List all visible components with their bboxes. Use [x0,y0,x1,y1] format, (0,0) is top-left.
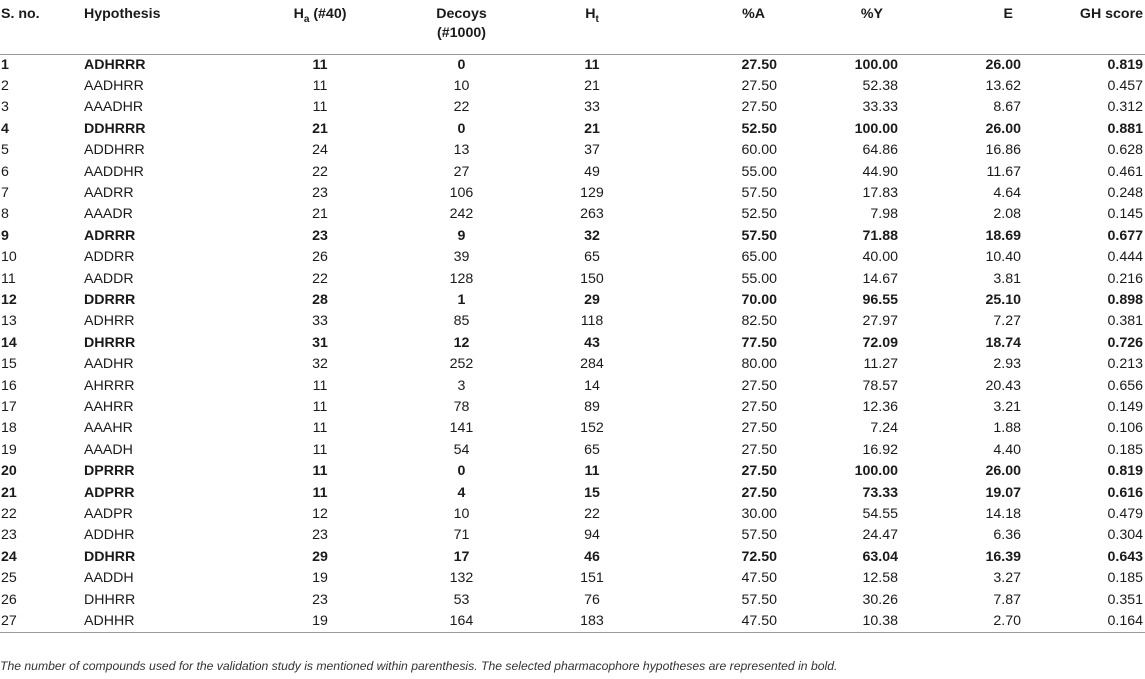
cell-pct-a: 72.50 [741,548,777,565]
cell-gh-score: 0.457 [1107,77,1143,94]
cell-hypothesis: DDHRR [84,548,136,565]
cell-ha: 23 [312,591,328,608]
cell-ha: 33 [312,313,328,330]
cell-decoys: 3 [457,377,466,394]
cell-decoys: 242 [449,206,474,223]
cell-hypothesis: DHRRR [84,334,136,351]
header-hypothesis: Hypothesis [84,0,250,54]
cell-hypothesis: AADDR [84,270,134,287]
cell-decoys: 10 [453,506,470,523]
table-row [0,204,1145,225]
cell-ht: 21 [584,77,600,94]
table-row [0,290,1145,311]
cell-e: 13.62 [985,77,1021,94]
cell-pct-a: 65.00 [741,249,777,266]
table-row [0,333,1145,354]
cell-e: 8.67 [993,99,1021,116]
cell-decoys: 9 [457,227,466,244]
cell-pct-y: 72.09 [862,334,898,351]
cell-pct-y: 12.36 [862,399,898,415]
cell-sno: 16 [1,377,17,394]
cell-hypothesis: AAADR [84,206,133,223]
cell-hypothesis: ADDHRR [84,142,145,159]
cell-gh-score: 0.149 [1107,399,1143,415]
table-row [0,547,1145,568]
cell-pct-a: 27.50 [741,441,777,458]
cell-gh-score: 0.643 [1107,548,1143,565]
cell-e: 1.88 [993,420,1021,437]
cell-decoys: 53 [453,591,470,608]
cell-ht: 22 [584,506,600,523]
cell-sno: 24 [1,548,17,565]
cell-ht: 32 [584,227,600,244]
cell-decoys: 1 [457,291,466,308]
table-row [0,397,1145,418]
cell-pct-y: 96.55 [862,291,898,308]
table-row [0,311,1145,332]
cell-ha: 24 [312,142,328,159]
cell-decoys: 78 [453,399,470,415]
cell-hypothesis: AADPR [84,506,133,523]
cell-pct-y: 14.67 [862,270,898,287]
cell-decoys: 252 [449,356,474,373]
cell-pct-a: 27.50 [741,399,777,415]
cell-ht: 129 [580,184,604,201]
cell-pct-y: 30.26 [862,591,898,608]
cell-ht: 263 [580,206,604,223]
cell-sno: 10 [1,249,17,266]
cell-ha: 23 [312,527,328,544]
cell-decoys: 17 [453,548,470,565]
cell-pct-y: 54.55 [862,506,898,523]
cell-pct-a: 27.50 [741,484,777,501]
cell-ha: 11 [312,99,328,116]
cell-ha: 11 [312,463,328,480]
cell-pct-y: 71.88 [862,227,898,244]
cell-pct-y: 78.57 [862,377,898,394]
cell-gh-score: 0.656 [1107,377,1143,394]
cell-pct-y: 7.98 [870,206,898,223]
cell-sno: 22 [1,506,17,523]
cell-hypothesis: ADDHR [84,527,135,544]
cell-ht: 183 [533,611,651,633]
cell-pct-a: 57.50 [741,591,777,608]
cell-sno: 25 [1,570,17,587]
cell-pct-y: 33.33 [862,99,898,116]
table-row [0,568,1145,589]
cell-sno: 6 [1,163,9,180]
cell-e: 19.07 [985,484,1021,501]
cell-ht: 89 [584,399,600,415]
table-row [0,418,1145,439]
cell-gh-score: 0.628 [1107,142,1143,159]
cell-ha: 11 [312,420,328,437]
cell-decoys: 4 [457,484,466,501]
cell-ha: 22 [312,270,328,287]
cell-gh-score: 0.248 [1107,184,1143,201]
cell-ht: 29 [584,291,600,308]
cell-pct-y: 100.00 [854,56,898,73]
cell-sno: 14 [1,334,17,351]
cell-hypothesis: AHRRR [84,377,135,394]
header-ht-sub: t [595,13,599,25]
cell-pct-a: 57.50 [741,527,777,544]
cell-pct-y: 64.86 [862,142,898,159]
cell-hypothesis: AADDHR [84,163,144,180]
table-row [0,97,1145,118]
cell-hypothesis: ADHHR [84,611,250,633]
cell-e: 18.74 [985,334,1021,351]
cell-hypothesis: ADHRRR [84,56,146,73]
cell-ha: 19 [250,611,390,633]
cell-decoys: 0 [457,56,466,73]
cell-pct-y: 27.97 [862,313,898,330]
cell-hypothesis: DDRRR [84,291,136,308]
cell-sno: 9 [1,227,9,244]
cell-e: 7.27 [993,313,1021,330]
cell-sno: 20 [1,463,17,480]
cell-pct-a: 27.50 [741,377,777,394]
cell-pct-y: 10.38 [787,611,909,633]
header-e: E [909,0,1047,54]
table-row [0,183,1145,204]
cell-decoys: 39 [453,249,470,266]
cell-hypothesis: ADDRR [84,249,135,266]
cell-sno: 18 [1,420,17,437]
cell-hypothesis: DPRRR [84,463,135,480]
table-row [0,461,1145,482]
cell-sno: 17 [1,399,17,415]
cell-gh-score: 0.881 [1107,120,1143,137]
cell-hypothesis: AAHRR [84,399,134,415]
table-row [0,440,1145,461]
cell-decoys: 132 [449,570,474,587]
table-row [0,54,1145,76]
table-row [0,119,1145,140]
cell-ht: 46 [584,548,600,565]
cell-pct-y: 12.58 [862,570,898,587]
cell-e: 4.64 [993,184,1021,201]
cell-ha: 11 [312,441,328,458]
cell-hypothesis: AADHR [84,356,134,373]
cell-hypothesis: AADHRR [84,77,144,94]
header-row [0,0,1145,54]
cell-pct-y: 52.38 [862,77,898,94]
cell-pct-a: 27.50 [741,77,777,94]
cell-pct-y: 40.00 [862,249,898,266]
cell-ha: 22 [312,163,328,180]
cell-hypothesis: DDHRRR [84,120,146,137]
cell-gh-score: 0.381 [1107,313,1143,330]
cell-pct-a: 55.00 [741,270,777,287]
cell-decoys: 10 [453,77,470,94]
table-row [0,611,1145,633]
cell-sno: 15 [1,356,17,373]
cell-hypothesis: DHHRR [84,591,136,608]
cell-pct-a: 27.50 [741,99,777,116]
cell-decoys: 106 [449,184,474,201]
cell-gh-score: 0.312 [1107,99,1143,116]
cell-sno: 7 [1,184,9,201]
header-decoys [390,0,533,54]
cell-ht: 49 [584,163,600,180]
cell-e: 2.70 [909,611,1047,633]
cell-gh-score: 0.164 [1047,611,1145,633]
cell-pct-y: 16.92 [862,441,898,458]
cell-sno: 1 [1,56,9,73]
cell-sno: 21 [1,484,17,501]
cell-pct-a: 80.00 [741,356,777,373]
table-row [0,247,1145,268]
header-ha-suffix: (#40) [309,6,347,22]
cell-e: 14.18 [985,506,1021,523]
cell-ht: 33 [584,99,600,116]
cell-ht: 43 [584,334,600,351]
cell-pct-a: 57.50 [741,227,777,244]
cell-ht: 14 [584,377,600,394]
cell-e: 26.00 [985,120,1021,137]
table-row [0,226,1145,247]
cell-decoys: 13 [453,142,470,159]
cell-ha: 21 [312,120,328,137]
cell-ha: 11 [312,399,328,415]
cell-ht: 150 [580,270,604,287]
cell-e: 2.93 [993,356,1021,373]
cell-sno: 26 [1,591,17,608]
cell-pct-a: 27.50 [741,420,777,437]
table-row [0,269,1145,290]
cell-hypothesis: ADPRR [84,484,135,501]
cell-pct-y: 44.90 [862,163,898,180]
cell-pct-a: 47.50 [651,611,787,633]
cell-decoys: 128 [449,270,474,287]
cell-sno: 3 [1,99,9,116]
cell-e: 26.00 [985,463,1021,480]
cell-e: 11.67 [986,163,1021,180]
cell-gh-score: 0.898 [1107,291,1143,308]
cell-pct-a: 30.00 [741,506,777,523]
table-row [0,354,1145,375]
cell-sno: 13 [1,313,17,330]
cell-hypothesis: AAADH [84,441,133,458]
cell-pct-y: 17.83 [862,184,898,201]
cell-decoys: 71 [453,527,470,544]
table-body [0,54,1145,633]
cell-ha: 12 [312,506,328,523]
cell-ha: 21 [312,206,328,223]
cell-gh-score: 0.304 [1107,527,1143,544]
cell-pct-a: 77.50 [741,334,777,351]
cell-ht: 15 [584,484,600,501]
cell-gh-score: 0.444 [1107,249,1143,266]
cell-gh-score: 0.185 [1107,441,1143,458]
header-decoys-line2: (#1000) [437,25,486,41]
cell-ht: 76 [584,591,600,608]
cell-sno: 27 [0,611,84,633]
table-row [0,376,1145,397]
cell-gh-score: 0.145 [1107,206,1143,223]
cell-pct-y: 24.47 [862,527,898,544]
table-row [0,483,1145,504]
cell-ha: 28 [312,291,328,308]
cell-sno: 2 [1,77,9,94]
cell-hypothesis: ADRRR [84,227,136,244]
header-gh-score: GH score [1047,0,1145,54]
header-ha-main: H [293,6,304,22]
cell-e: 7.87 [993,591,1021,608]
cell-pct-y: 100.00 [854,463,898,480]
cell-hypothesis: AAAHR [84,420,133,437]
cell-e: 3.81 [993,270,1021,287]
cell-ha: 32 [312,356,328,373]
cell-gh-score: 0.726 [1107,334,1143,351]
cell-e: 26.00 [985,56,1021,73]
cell-pct-a: 27.50 [741,56,777,73]
cell-sno: 12 [1,291,17,308]
cell-e: 2.08 [993,206,1021,223]
cell-ht: 94 [584,527,600,544]
header-ht [533,0,651,54]
cell-gh-score: 0.106 [1107,420,1143,437]
cell-e: 18.69 [985,227,1021,244]
table-row [0,162,1145,183]
cell-pct-a: 55.00 [741,163,777,180]
cell-decoys: 0 [457,463,466,480]
cell-pct-y: 11.27 [863,356,898,373]
cell-e: 3.27 [993,570,1021,587]
cell-gh-score: 0.819 [1107,463,1143,480]
header-ha [250,0,390,54]
cell-ha: 11 [312,56,328,73]
cell-pct-a: 52.50 [741,206,777,223]
table-row [0,504,1145,525]
header-pct-y: %Y [787,0,909,54]
cell-ha: 11 [312,77,328,94]
cell-pct-a: 57.50 [741,184,777,201]
cell-hypothesis: AAADHR [84,99,144,116]
cell-decoys: 54 [453,441,470,458]
table-footnote: The number of compounds used for the validation study is mentioned within parenthesis. The selected pharmacophore hypotheses are represented in bold. [0,659,838,673]
cell-gh-score: 0.216 [1107,270,1143,287]
cell-decoys: 164 [390,611,533,633]
cell-ht: 21 [584,120,600,137]
cell-ha: 11 [312,377,328,394]
cell-ht: 284 [580,356,604,373]
cell-sno: 11 [1,270,16,287]
cell-gh-score: 0.213 [1107,356,1143,373]
cell-decoys: 22 [453,99,470,116]
cell-ha: 26 [312,249,328,266]
cell-pct-a: 47.50 [741,570,777,587]
cell-ht: 152 [580,420,604,437]
cell-sno: 5 [1,142,9,159]
cell-decoys: 85 [453,313,470,330]
cell-sno: 4 [1,120,9,137]
cell-gh-score: 0.819 [1107,56,1143,73]
table-row [0,590,1145,611]
header-pct-a: %A [651,0,787,54]
cell-hypothesis: AADDH [84,570,134,587]
cell-pct-y: 7.24 [870,420,898,437]
header-decoys-line1: Decoys [436,6,487,22]
cell-sno: 19 [1,441,17,458]
cell-gh-score: 0.616 [1107,484,1143,501]
cell-e: 10.40 [985,249,1021,266]
cell-decoys: 0 [457,120,466,137]
cell-sno: 23 [1,527,17,544]
header-ht-main: H [585,6,596,22]
cell-ht: 11 [584,56,600,73]
table-row [0,76,1145,97]
cell-e: 25.10 [985,291,1021,308]
cell-ht: 37 [584,142,600,159]
cell-pct-a: 52.50 [741,120,777,137]
cell-gh-score: 0.351 [1107,591,1143,608]
cell-ht: 65 [584,441,600,458]
cell-gh-score: 0.479 [1107,506,1143,523]
cell-ha: 19 [312,570,328,587]
cell-decoys: 27 [453,163,470,180]
cell-ht: 65 [584,249,600,266]
cell-e: 4.40 [993,441,1021,458]
cell-ha: 23 [312,184,328,201]
cell-pct-a: 70.00 [741,291,777,308]
cell-e: 20.43 [985,377,1021,394]
cell-hypothesis: ADHRR [84,313,135,330]
cell-e: 16.39 [985,548,1021,565]
cell-sno: 8 [1,206,9,223]
cell-pct-a: 27.50 [741,463,777,480]
cell-ht: 11 [584,463,600,480]
header-sno: S. no. [0,0,84,54]
table-row [0,140,1145,161]
header-ha-sub: a [303,13,310,25]
cell-pct-a: 82.50 [741,313,777,330]
cell-decoys: 141 [449,420,474,437]
cell-e: 6.36 [993,527,1021,544]
cell-ht: 118 [580,313,604,330]
cell-e: 3.21 [993,399,1021,415]
cell-pct-a: 60.00 [741,142,777,159]
cell-ht: 151 [580,570,604,587]
cell-hypothesis: AADRR [84,184,134,201]
cell-e: 16.86 [985,142,1021,159]
cell-gh-score: 0.461 [1107,163,1143,180]
cell-ha: 23 [312,227,328,244]
cell-pct-y: 63.04 [862,548,898,565]
cell-ha: 11 [312,484,328,501]
cell-ha: 31 [312,334,328,351]
cell-gh-score: 0.677 [1107,227,1143,244]
table-row [0,525,1145,546]
cell-ha: 29 [312,548,328,565]
cell-pct-y: 100.00 [854,120,898,137]
cell-decoys: 12 [453,334,470,351]
cell-gh-score: 0.185 [1107,570,1143,587]
cell-pct-y: 73.33 [862,484,898,501]
